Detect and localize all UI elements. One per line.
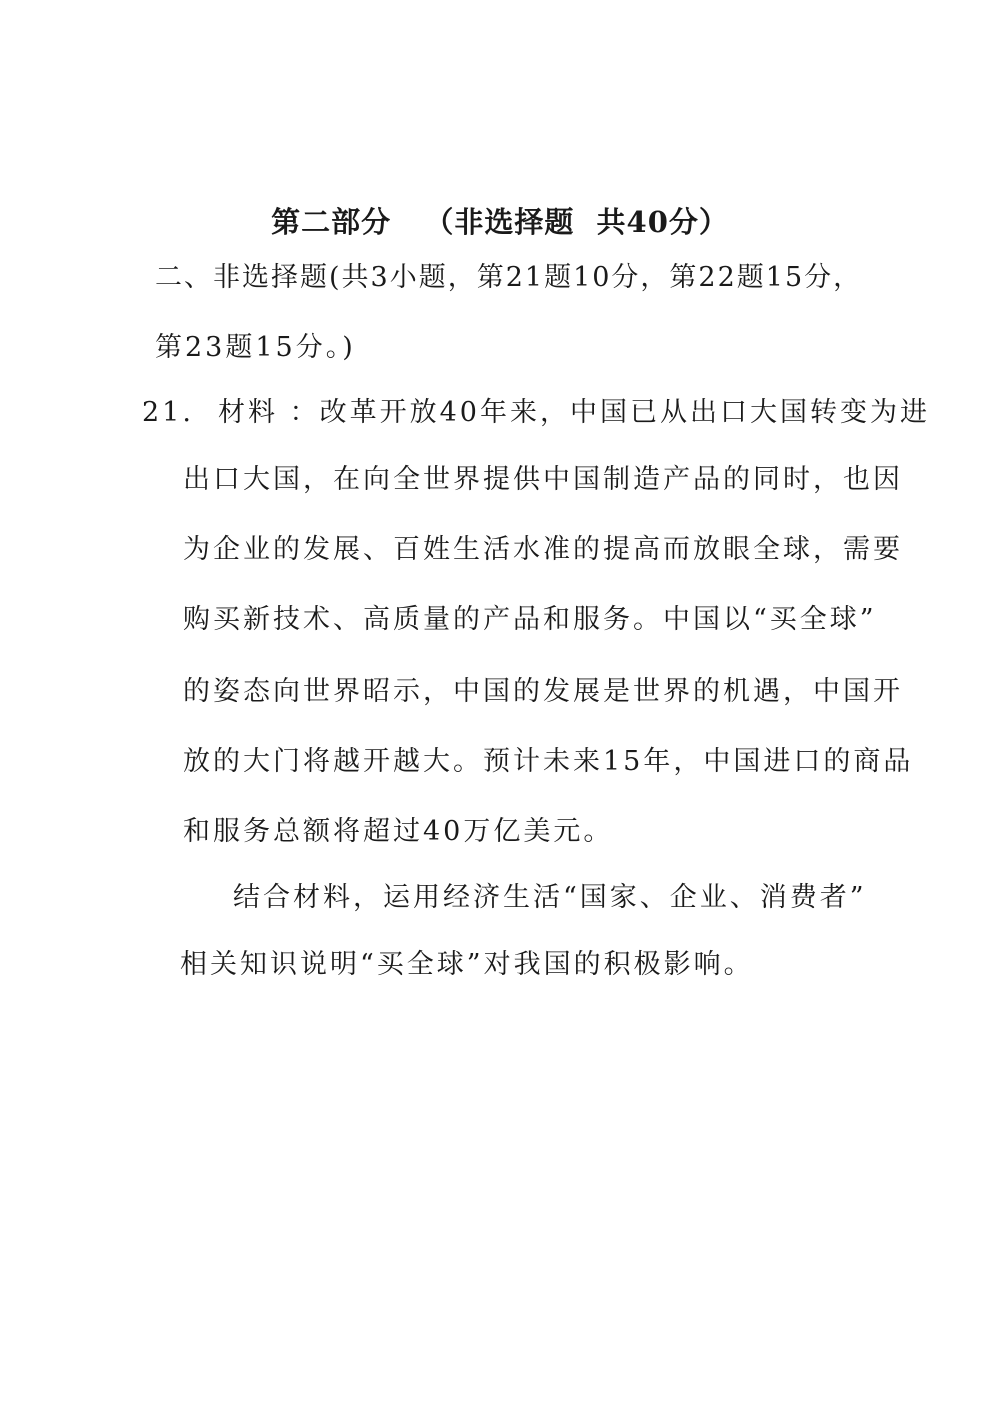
material-line-5: 的姿态向世界昭示，中国的发展是世界的机遇，中国开 xyxy=(183,676,903,707)
task-line-1: 结合材料，运用经济生活“国家、企业、消费者” xyxy=(233,882,867,913)
material-line-1: 材料 ：改革开放40年来，中国已从出口大国转变为进 xyxy=(218,397,930,428)
material-line-6: 放的大门将越开越大。预计未来15年，中国进口的商品 xyxy=(183,746,914,777)
material-line-7: 和服务总额将超过40万亿美元。 xyxy=(183,816,614,847)
question-number: 21. xyxy=(142,397,194,428)
section-title: 第二部分 （非选择题 共40分） xyxy=(271,205,729,239)
task-line-2: 相关知识说明“买全球”对我国的积极影响。 xyxy=(180,949,754,980)
material-line-3: 为企业的发展、百姓生活水准的提高而放眼全球，需要 xyxy=(183,534,903,565)
material-line-2: 出口大国，在向全世界提供中国制造产品的同时，也因 xyxy=(183,464,903,495)
instructions-line-2: 第23题15分。) xyxy=(155,332,356,363)
instructions-line-1: 二、非选择题(共3小题，第21题10分，第22题15分， xyxy=(155,262,863,293)
material-line-4: 购买新技术、高质量的产品和服务。中国以“买全球” xyxy=(183,604,877,635)
